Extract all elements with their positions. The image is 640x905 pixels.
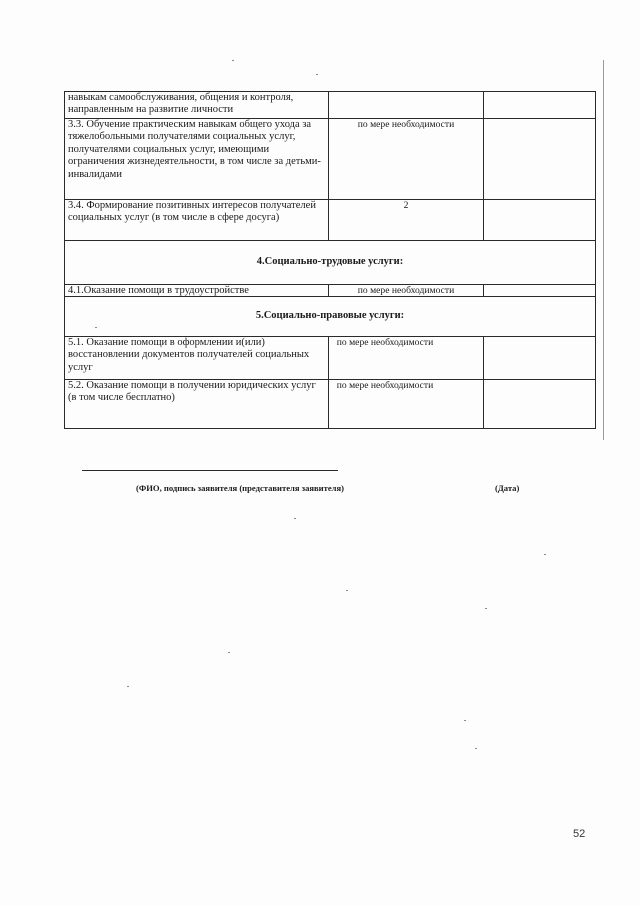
extra-cell [484,200,596,241]
extra-cell [484,119,596,200]
table-row [65,119,596,200]
frequency-cell [328,92,483,119]
scan-speck [228,652,230,653]
extra-cell [484,285,596,297]
table-row [65,200,596,241]
table-row [65,337,596,380]
services-table [64,91,596,429]
scan-speck [464,720,466,721]
frequency-cell: по мере необходимости [328,337,483,380]
frequency-cell: 2 [328,200,483,241]
section-title: 4.Социально-трудовые услуги: [65,241,596,285]
page-number: 52 [573,828,586,840]
frequency-cell: по мере необходимости [328,285,483,297]
section-header-row [65,297,596,337]
scan-speck [127,686,129,687]
frequency-cell: по мере необходимости [328,380,483,429]
scan-speck [544,554,546,555]
service-cell: навыкам самообслуживания, общения и контроля, направленным на развитие личности [65,92,329,119]
service-cell: 5.2. Оказание помощи в получении юридических услуг (в том числе бесплатно) [65,380,329,429]
scan-edge-line [603,60,604,440]
scan-speck [316,74,318,75]
signature-caption: (ФИО, подпись заявителя (представителя заявителя) [136,483,344,493]
signature-line [82,470,338,471]
section-header-row [65,241,596,285]
service-cell: 5.1. Оказание помощи в оформлении и(или) восстановлении документов получателей социальных услуг [65,337,329,380]
scan-speck [475,748,477,749]
extra-cell [484,92,596,119]
date-caption: (Дата) [495,483,520,493]
table-row [65,92,596,119]
frequency-cell: по мере необходимости [328,119,483,200]
scan-speck [294,518,296,519]
table-row [65,380,596,429]
service-cell: 4.1.Оказание помощи в трудоустройстве [65,285,329,297]
scan-speck [346,590,348,591]
scan-speck [232,60,234,61]
scan-speck [485,608,487,609]
service-cell: 3.4. Формирование позитивных интересов получателей социальных услуг (в том числе в сфере досуга) [65,200,329,241]
extra-cell [484,337,596,380]
table-row [65,285,596,297]
service-cell: 3.3. Обучение практическим навыкам общего ухода за тяжелобольными получателями социальных услуг, получателями социальных услуг, имеющими ограничения жизнедеятельности, в том числе за детьми-инвалидами [65,119,329,200]
section-title: 5.Социально-правовые услуги: [65,297,596,337]
extra-cell [484,380,596,429]
